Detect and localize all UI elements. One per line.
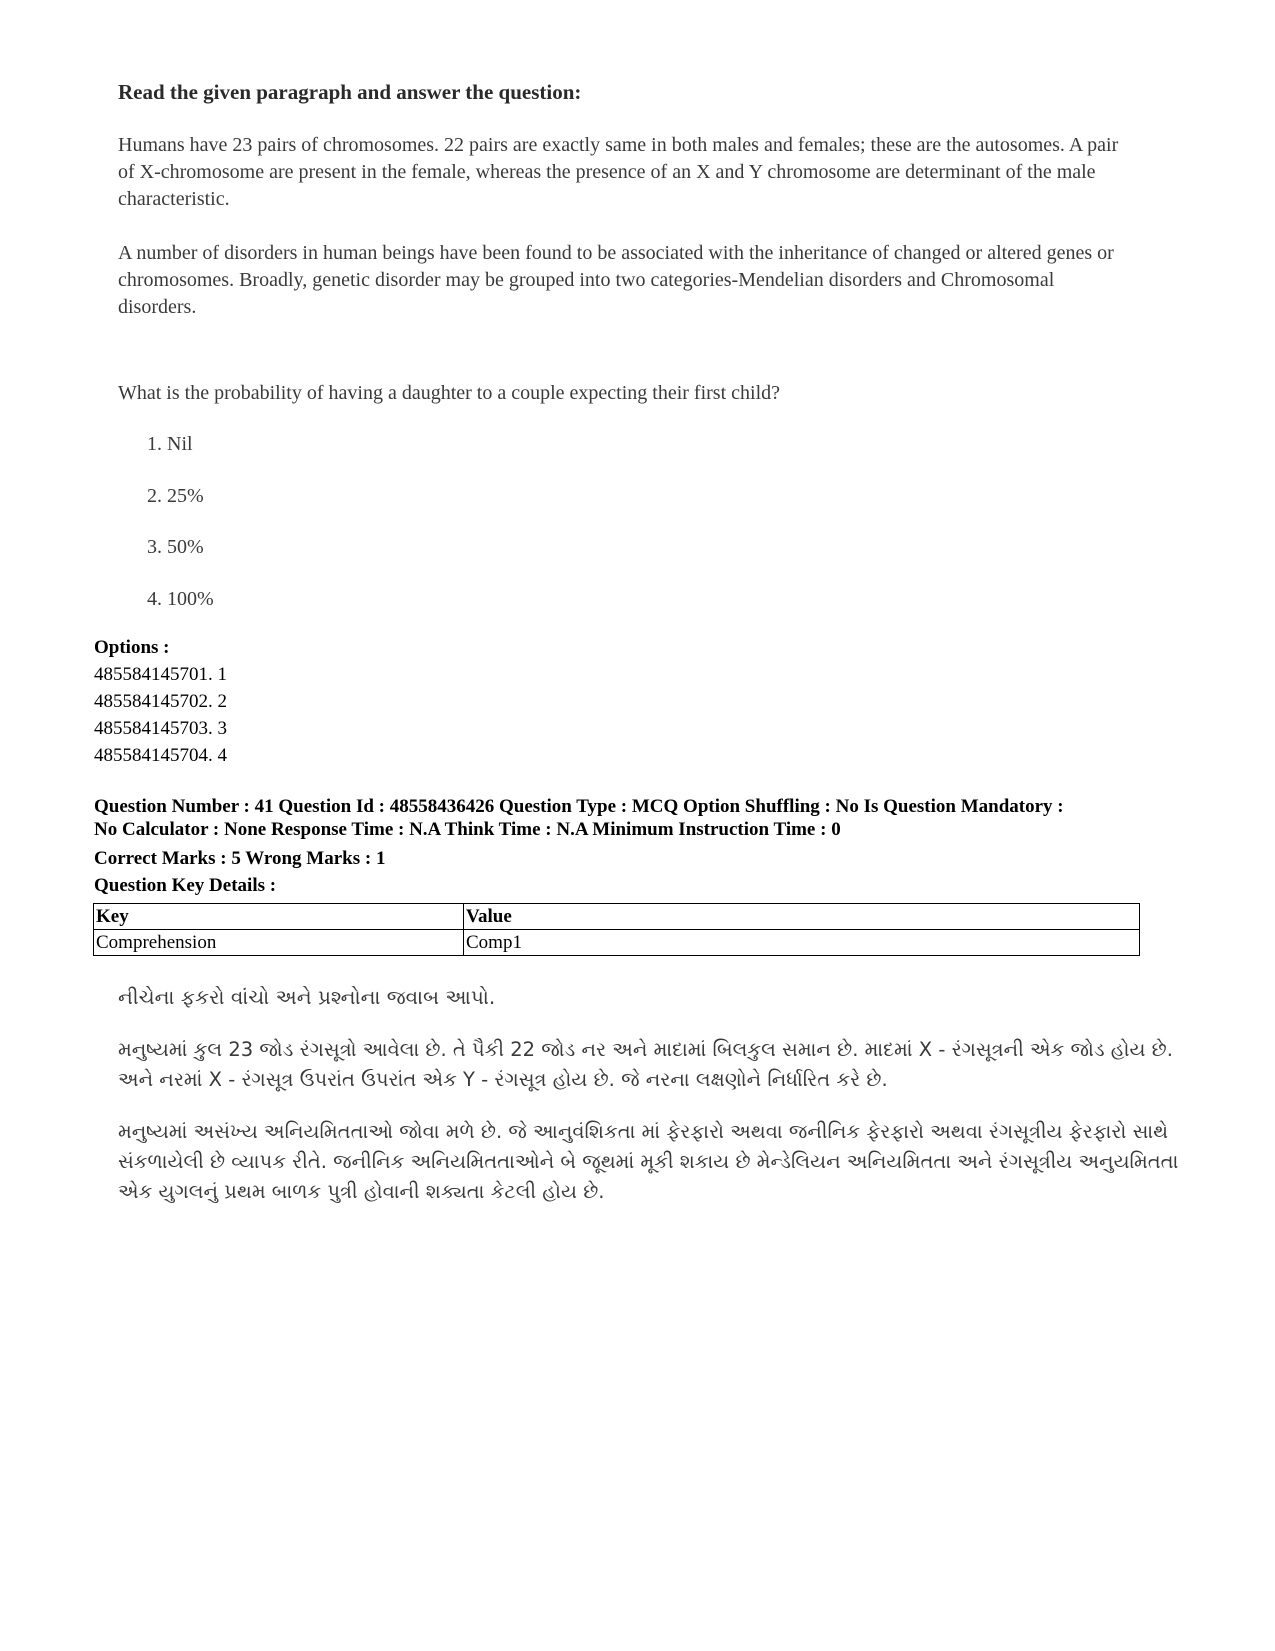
question-info-line-2: No Calculator : None Response Time : N.A Think Time : N.A Minimum Instruction Time : 0: [94, 819, 841, 840]
option-id-line: 485584145702. 2: [94, 691, 227, 712]
options-label: Options :: [94, 637, 170, 658]
option-id-line: 485584145703. 3: [94, 718, 227, 739]
option-id-line: 485584145701. 1: [94, 664, 227, 685]
table-cell: Comprehension: [94, 930, 464, 956]
answer-choice: 4. 100%: [147, 588, 214, 610]
option-id-line: 485584145704. 4: [94, 745, 227, 766]
question-info-line-1: Question Number : 41 Question Id : 48558436426 Question Type : MCQ Option Shuffling : No Is Question Mandatory :: [94, 796, 1064, 817]
english-question-image: [108, 80, 1188, 640]
gujarati-heading: નીચેના ફકરો વાંચો અને પ્રશ્નોના જવાબ આપો.: [118, 985, 496, 1009]
table-cell: Comp1: [464, 930, 1140, 956]
marks-line: Correct Marks : 5 Wrong Marks : 1: [94, 848, 386, 869]
answer-choice: 2. 25%: [147, 485, 204, 507]
passage-heading: Read the given paragraph and answer the question:: [118, 80, 582, 104]
gujarati-paragraph-1: મનુષ્યમાં કુલ 23 જોડ રંગસૂત્રો આવેલા છે. તે પૈકી 22 જોડ નર અને માદામાં બિલકુલ સમાન છે. માદમાં X - રંગસૂત્રની એક જોડ હોય છે. અને નરમાં X - રંગસૂત્ર ઉપરાંત ઉપરાંત એક Y - રંગસૂત્ર હોય છે. જે નરના લક્ષણોને નિર્ધારિત કરે છે.: [118, 1038, 1173, 1091]
answer-choice: 1. Nil: [147, 433, 193, 455]
question-info: [94, 795, 1154, 841]
question-text: What is the probability of having a daughter to a couple expecting their first child?: [118, 382, 781, 404]
table-header-cell: Value: [464, 904, 1140, 930]
table-header-row: [94, 904, 1140, 930]
key-details-label: Question Key Details :: [94, 875, 277, 896]
passage-paragraph-1: Humans have 23 pairs of chromosomes. 22 pairs are exactly same in both males and females; these are the autosomes. A pair of X-chromosome are present in the female, whereas the presence of an X and Y chromosome are determinant of the male characteristic.: [118, 134, 1119, 210]
answer-choice: 3. 50%: [147, 536, 204, 558]
table-row: [94, 930, 1140, 956]
gujarati-paragraph-2: મનુષ્યમાં અસંખ્ય અનિયમિતતાઓ જોવા મળે છે. જે આનુવંશિકતા માં ફેરફારો અથવા જનીનિક ફેરફારો અથવા રંગસૂત્રીય ફેરફારો સાથે સંકળાયેલી છે વ્યાપક રીતે. જનીનિક અનિયમિતતાઓને બે જૂથમાં મૂકી શકાય છે મેન્ડેલિયન અનિયમિતતા અને રંગસૂત્રીય અનુયમિતતા એક યુગલનું પ્રથમ બાળક પુત્રી હોવાની શક્યતા કેટલી હોય છે.: [118, 1120, 1179, 1203]
table-header-cell: Key: [94, 904, 464, 930]
key-details-table: [93, 903, 1140, 956]
passage-paragraph-2: A number of disorders in human beings have been found to be associated with the inheritance of changed or altered genes or chromosomes. Broadly, genetic disorder may be grouped into two categories-Mendelian disorders and Chromosomal disorders.: [118, 242, 1114, 318]
